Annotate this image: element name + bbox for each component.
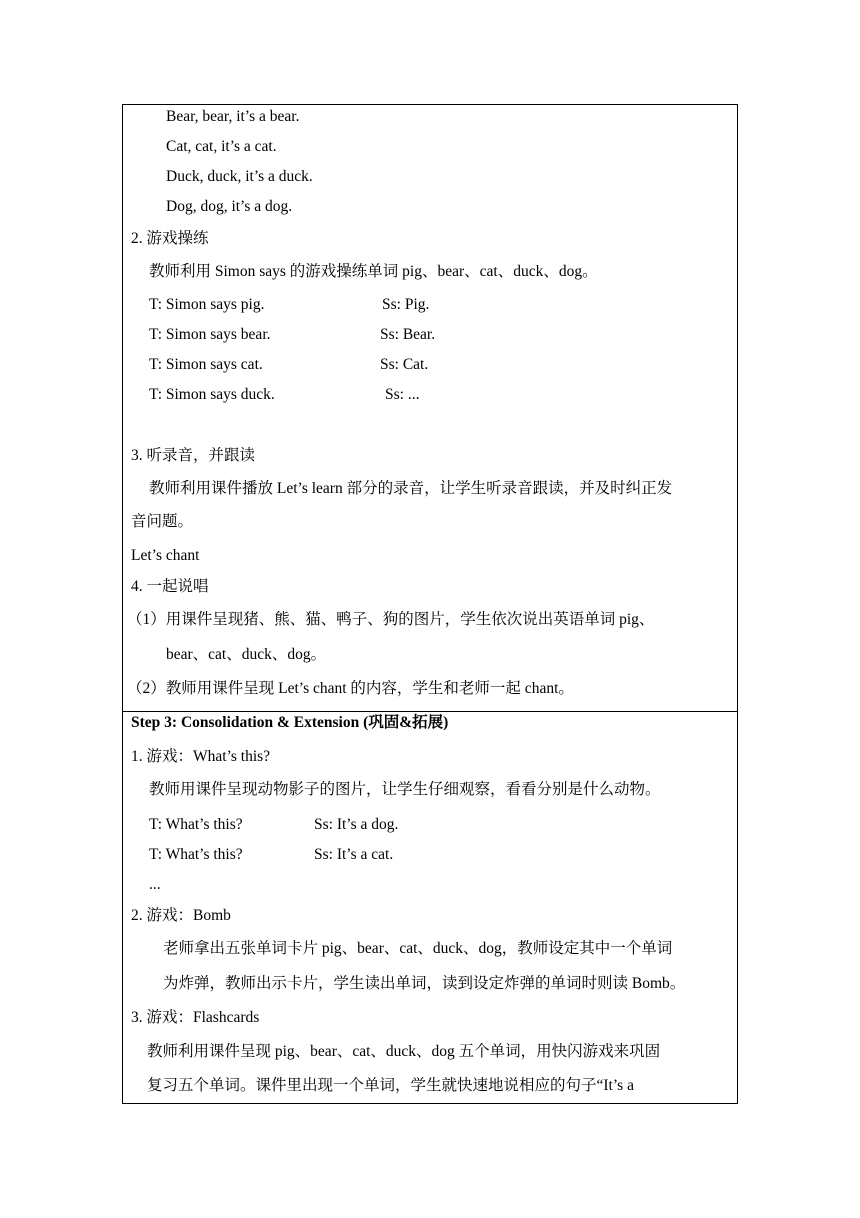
game2-description: 为炸弹，教师出示卡片，学生读出单词，读到设定炸弹的单词时则读 Bomb。 bbox=[163, 975, 686, 992]
chant-line: Cat, cat, it’s a cat. bbox=[166, 138, 277, 155]
dialogue-students: Ss: Cat. bbox=[380, 356, 429, 373]
item4-heading: 4. 一起说唱 bbox=[131, 578, 209, 595]
table-divider bbox=[123, 711, 737, 712]
dialogue-students: Ss: It’s a dog. bbox=[314, 816, 399, 833]
game3-description: 教师利用课件呈现 pig、bear、cat、duck、dog 五个单词，用快闪游戏来巩固 bbox=[147, 1043, 661, 1060]
lets-chant-label: Let’s chant bbox=[131, 547, 200, 564]
game3-description: 复习五个单词。课件里出现一个单词，学生就快速地说相应的句子“It’s a bbox=[147, 1077, 634, 1094]
game2-heading: 2. 游戏：Bomb bbox=[131, 907, 231, 924]
dialogue-teacher: T: Simon says cat. bbox=[149, 356, 263, 373]
dialogue-students: Ss: Pig. bbox=[382, 296, 430, 313]
game1-heading: 1. 游戏：What’s this? bbox=[131, 748, 271, 765]
item3-description: 音问题。 bbox=[131, 513, 194, 530]
item3-heading: 3. 听录音，并跟读 bbox=[131, 447, 256, 464]
game3-heading: 3. 游戏：Flashcards bbox=[131, 1009, 260, 1026]
step-title: Step 3: Consolidation & Extension (巩固&拓展) bbox=[131, 714, 449, 731]
dialogue-students: Ss: It’s a cat. bbox=[314, 846, 394, 863]
dialogue-teacher: T: What’s this? bbox=[149, 816, 243, 833]
dialogue-teacher: T: What’s this? bbox=[149, 846, 243, 863]
chant-line: Dog, dog, it’s a dog. bbox=[166, 198, 293, 215]
dialogue-teacher: T: Simon says bear. bbox=[149, 326, 271, 343]
item4-sub2: （2）教师用课件呈现 Let’s chant 的内容，学生和老师一起 chant。 bbox=[127, 680, 574, 697]
item2-description: 教师利用 Simon says 的游戏操练单词 pig、bear、cat、duck、dog。 bbox=[149, 263, 598, 280]
chant-line: Duck, duck, it’s a duck. bbox=[166, 168, 313, 185]
item4-sub1: （1）用课件呈现猪、熊、猫、鸭子、狗的图片，学生依次说出英语单词 pig、 bbox=[127, 611, 655, 628]
item3-description: 教师利用课件播放 Let’s learn 部分的录音，让学生听录音跟读，并及时纠正发 bbox=[149, 480, 673, 497]
dialogue-teacher: T: Simon says pig. bbox=[149, 296, 265, 313]
dialogue-students: Ss: ... bbox=[385, 386, 420, 403]
game2-description: 老师拿出五张单词卡片 pig、bear、cat、duck、dog，教师设定其中一个单词 bbox=[163, 940, 673, 957]
dialogue-students: Ss: Bear. bbox=[380, 326, 436, 343]
game1-description: 教师用课件呈现动物影子的图片，让学生仔细观察，看看分别是什么动物。 bbox=[149, 781, 661, 798]
ellipsis: ... bbox=[149, 876, 161, 893]
item2-heading: 2. 游戏操练 bbox=[131, 230, 209, 247]
chant-line: Bear, bear, it’s a bear. bbox=[166, 108, 300, 125]
item4-sub1: bear、cat、duck、dog。 bbox=[166, 646, 327, 663]
lesson-table bbox=[122, 104, 738, 1104]
dialogue-teacher: T: Simon says duck. bbox=[149, 386, 275, 403]
